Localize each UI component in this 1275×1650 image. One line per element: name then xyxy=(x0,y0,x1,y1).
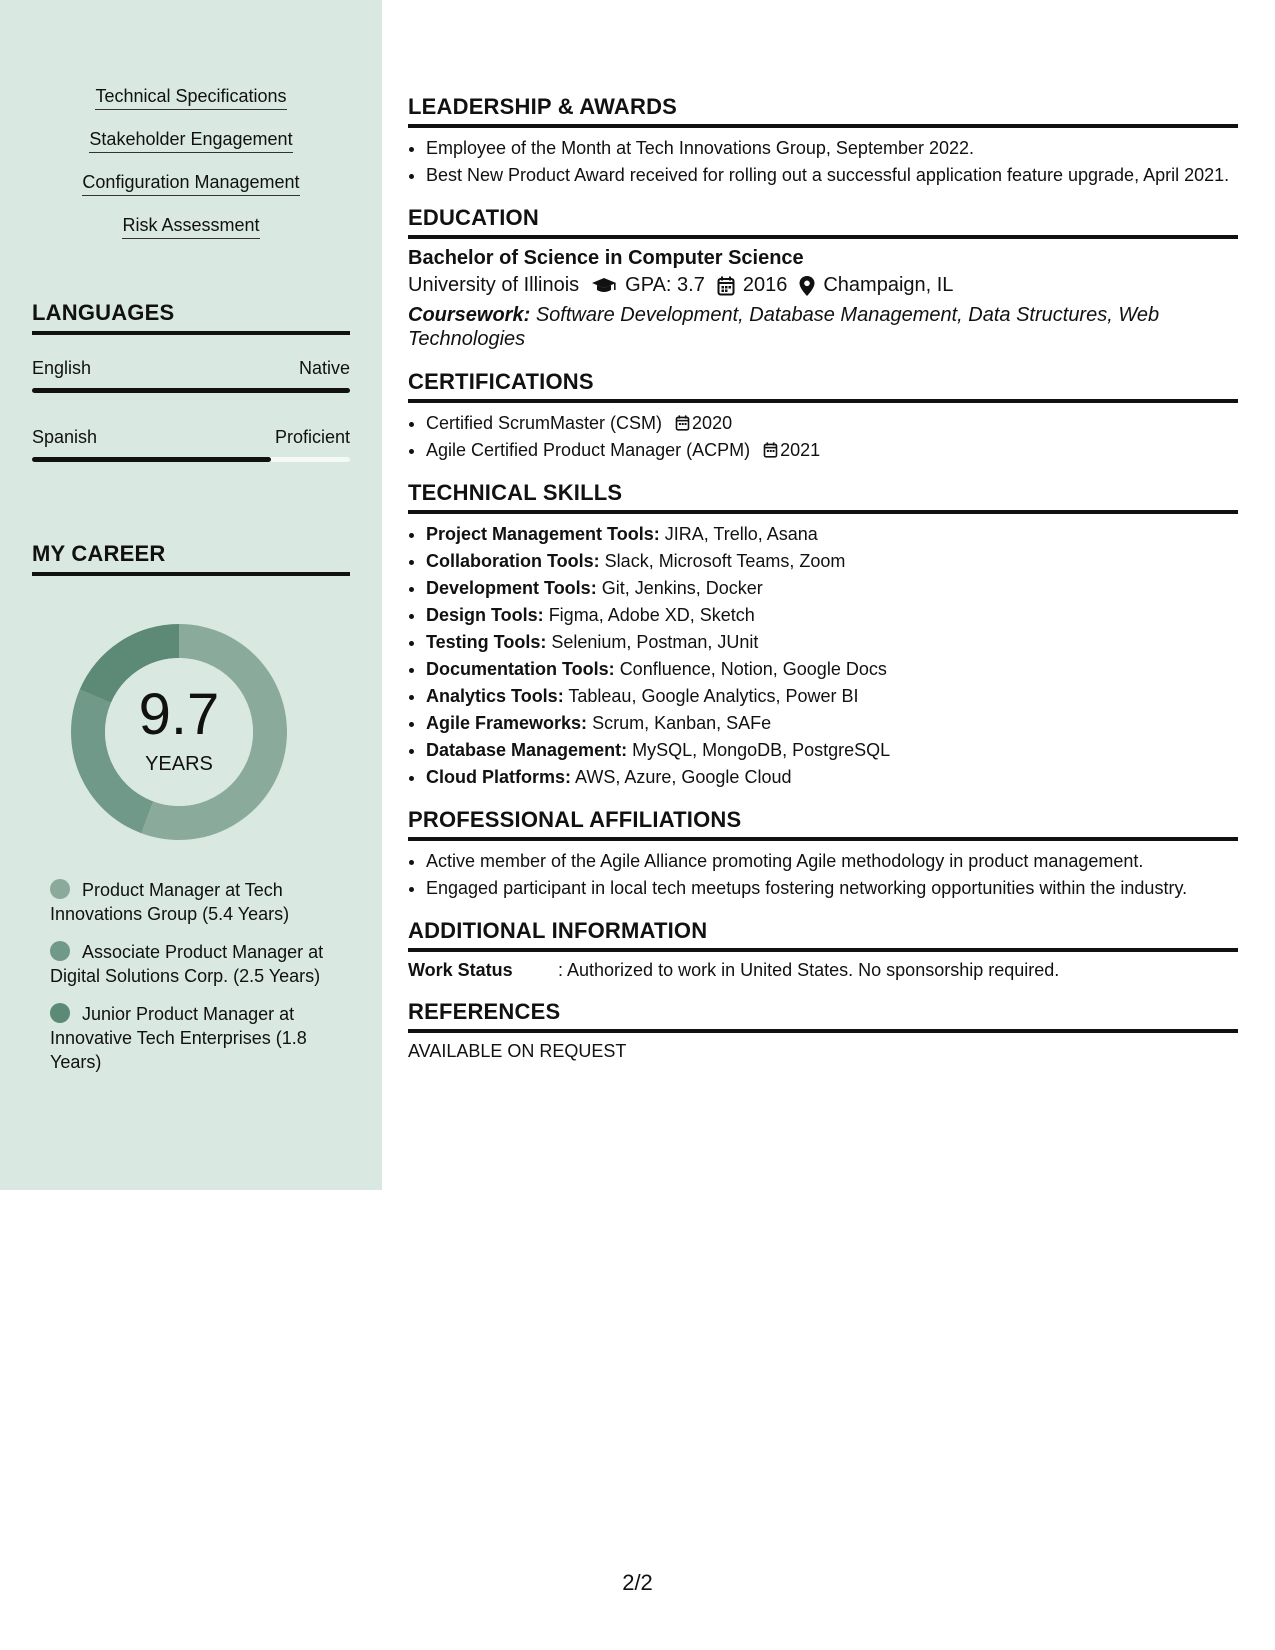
list-item: • Active member of the Agile Alliance promoting Agile methodology in product management. xyxy=(426,849,1238,873)
skill-values: Figma, Adobe XD, Sketch xyxy=(548,605,755,625)
skill-values: Git, Jenkins, Docker xyxy=(601,578,763,598)
list-item: • Employee of the Month at Tech Innovations Group, September 2022. xyxy=(426,136,1238,160)
list-item xyxy=(426,684,1238,708)
list-item xyxy=(426,438,1238,462)
skill-category: Cloud Platforms: xyxy=(426,767,572,787)
sidebar xyxy=(0,0,382,1190)
skills-list xyxy=(0,86,382,258)
career-label: Junior Product Manager at Innovative Tech Enterprises (1.8 Years) xyxy=(50,1004,307,1072)
skill-category: Collaboration Tools: xyxy=(426,551,600,571)
skill-values: JIRA, Trello, Asana xyxy=(664,524,818,544)
skill-item: Stakeholder Engagement xyxy=(89,129,292,153)
info-row xyxy=(408,960,1238,981)
education-details xyxy=(408,274,1238,297)
section-title: LEADERSHIP & AWARDS xyxy=(408,94,1238,128)
page-number: 2/2 xyxy=(622,1570,653,1595)
education-section xyxy=(408,205,1238,351)
main-content xyxy=(408,94,1238,1080)
language-row xyxy=(32,427,350,448)
graduation-year: 2016 xyxy=(742,274,788,296)
list-item xyxy=(426,549,1238,573)
certification-year: 2020 xyxy=(692,413,733,433)
career-legend-item xyxy=(50,1002,330,1074)
list-item xyxy=(426,657,1238,681)
language-name: English xyxy=(32,358,92,378)
language-row xyxy=(32,358,350,379)
legend-dot xyxy=(50,879,70,899)
leadership-section xyxy=(408,94,1238,187)
list-item: • Engaged participant in local tech meetups fostering networking opportunities within the industry. xyxy=(426,876,1238,900)
section-title: TECHNICAL SKILLS xyxy=(408,480,1238,514)
section-title: PROFESSIONAL AFFILIATIONS xyxy=(408,807,1238,841)
location-pin-icon xyxy=(799,276,815,296)
calendar-icon xyxy=(763,442,778,458)
list-item xyxy=(426,738,1238,762)
section-title: REFERENCES xyxy=(408,999,1238,1033)
certification-name: Certified ScrumMaster (CSM) xyxy=(426,413,663,433)
certification-year: 2021 xyxy=(780,440,821,460)
references-text: AVAILABLE ON REQUEST xyxy=(408,1041,627,1061)
career-total-years: 9.7 xyxy=(138,682,220,747)
skill-item: Risk Assessment xyxy=(122,215,259,239)
skill-values: Tableau, Google Analytics, Power BI xyxy=(568,686,859,706)
skill-item: Technical Specifications xyxy=(95,86,286,110)
gpa: GPA: 3.7 xyxy=(625,274,705,296)
legend-dot xyxy=(50,1003,70,1023)
legend-dot xyxy=(50,941,70,961)
section-title: ADDITIONAL INFORMATION xyxy=(408,918,1238,952)
languages-heading: LANGUAGES xyxy=(32,300,350,335)
list-item: • Best New Product Award received for rolling out a successful application feature upgrade, April 2021. xyxy=(426,163,1238,187)
list-item xyxy=(426,630,1238,654)
career-legend-item xyxy=(50,940,330,988)
skill-category: Agile Frameworks: xyxy=(426,713,588,733)
skill-item: Configuration Management xyxy=(82,172,299,196)
degree: Bachelor of Science in Computer Science xyxy=(408,247,804,269)
list-item xyxy=(426,765,1238,789)
career-total-unit: YEARS xyxy=(145,753,213,775)
certification-name: Agile Certified Product Manager (ACPM) xyxy=(426,440,751,460)
technical-skills-section xyxy=(408,480,1238,789)
career-label: Product Manager at Tech Innovations Group (5.4 Years) xyxy=(50,880,290,924)
skill-values: Confluence, Notion, Google Docs xyxy=(619,659,887,679)
certifications-section xyxy=(408,369,1238,462)
language-bar xyxy=(32,388,350,393)
section-title: CERTIFICATIONS xyxy=(408,369,1238,403)
career-label: Associate Product Manager at Digital Solutions Corp. (2.5 Years) xyxy=(50,942,324,986)
skill-category: Design Tools: xyxy=(426,605,544,625)
info-value: : Authorized to work in United States. No sponsorship required. xyxy=(558,960,1060,980)
career-legend-item xyxy=(50,878,330,926)
skill-category: Testing Tools: xyxy=(426,632,547,652)
graduation-cap-icon xyxy=(591,277,617,295)
coursework xyxy=(408,303,1238,351)
coursework-text: Software Development, Database Management, Data Structures, Web Technologies xyxy=(408,304,1160,350)
list-item xyxy=(426,411,1238,435)
section-title: EDUCATION xyxy=(408,205,1238,239)
info-label: Work Status xyxy=(408,960,513,980)
list-item xyxy=(426,603,1238,627)
coursework-label: Coursework: xyxy=(408,304,531,326)
additional-info-section xyxy=(408,918,1238,981)
skill-values: MySQL, MongoDB, PostgreSQL xyxy=(632,740,891,760)
language-bar-fill xyxy=(32,388,350,393)
skill-category: Database Management: xyxy=(426,740,628,760)
calendar-icon xyxy=(717,276,735,296)
calendar-icon xyxy=(675,415,690,431)
language-name: Spanish xyxy=(32,427,98,447)
skill-values: Scrum, Kanban, SAFe xyxy=(592,713,772,733)
language-bar-fill xyxy=(32,457,271,462)
language-level: Native xyxy=(298,358,350,378)
language-level: Proficient xyxy=(274,427,350,447)
skill-values: Slack, Microsoft Teams, Zoom xyxy=(604,551,846,571)
career-heading: MY CAREER xyxy=(32,541,350,576)
references-section xyxy=(408,999,1238,1062)
skill-category: Development Tools: xyxy=(426,578,597,598)
language-bar xyxy=(32,457,350,462)
skill-category: Project Management Tools: xyxy=(426,524,660,544)
affiliations-section xyxy=(408,807,1238,900)
skill-category: Analytics Tools: xyxy=(426,686,564,706)
list-item xyxy=(426,522,1238,546)
skill-values: Selenium, Postman, JUnit xyxy=(551,632,759,652)
list-item xyxy=(426,711,1238,735)
location: Champaign, IL xyxy=(823,274,954,296)
skill-values: AWS, Azure, Google Cloud xyxy=(575,767,792,787)
skill-category: Documentation Tools: xyxy=(426,659,615,679)
list-item xyxy=(426,576,1238,600)
school: University of Illinois xyxy=(408,274,580,296)
career-legend xyxy=(50,878,330,1088)
